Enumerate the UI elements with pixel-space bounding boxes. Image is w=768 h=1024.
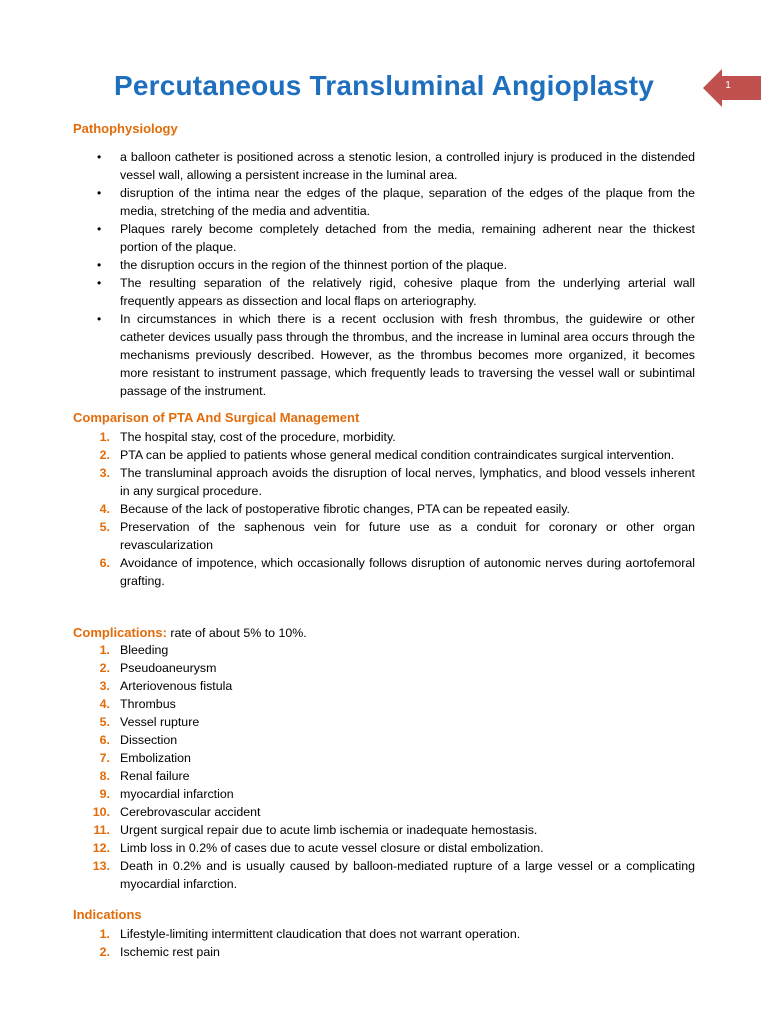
list-item: 13. Death in 0.2% and is usually caused by balloon-mediated rupture of a large vessel or a complicating myocardial infarction. bbox=[92, 859, 695, 891]
list-item: • In circumstances in which there is a recent occlusion with fresh thrombus, the guidewire or other catheter devices usually pass through the thrombus, and the increase in luminal area occurs through the mechanisms previously described. However, as the thrombus becomes more organized, it becomes more resistant to instrument passage, which frequently leads to traversing the vessel wall or subintimal passage of the instrument. bbox=[97, 312, 695, 398]
pathophysiology-heading: Pathophysiology bbox=[73, 121, 178, 136]
list-item: • the disruption occurs in the region of the thinnest portion of the plaque. bbox=[97, 258, 508, 272]
complications-heading: Complications: rate of about 5% to 10%. bbox=[73, 625, 307, 640]
list-item: 9. myocardial infarction bbox=[99, 787, 234, 801]
list-item: 7. Embolization bbox=[99, 751, 191, 765]
list-item: • disruption of the intima near the edges of the plaque, separation of the edges of the plaque from the media, stretching of the media and adventitia. bbox=[97, 186, 695, 218]
list-item: 3. Arteriovenous fistula bbox=[99, 679, 233, 693]
list-item: 2. PTA can be applied to patients whose general medical condition contraindicates surgical intervention. bbox=[99, 448, 675, 462]
bullet-icon: • bbox=[97, 312, 102, 326]
comparison-heading: Comparison of PTA And Surgical Management bbox=[73, 410, 360, 425]
list-item: • Plaques rarely become completely detached from the media, remaining adherent near the thickest portion of the plaque. bbox=[97, 222, 695, 254]
list-item: 1. Lifestyle-limiting intermittent claudication that does not warrant operation. bbox=[99, 927, 521, 941]
list-item: • The resulting separation of the relatively rigid, cohesive plaque from the underlying arterial wall frequently appears as dissection and local flaps on arteriography. bbox=[97, 276, 695, 308]
bullet-icon: • bbox=[97, 186, 102, 200]
list-item: 2. Ischemic rest pain bbox=[99, 945, 220, 959]
list-item: 6. Avoidance of impotence, which occasionally follows disruption of autonomic nerves during aortofemoral grafting. bbox=[99, 556, 695, 588]
pathophysiology-section bbox=[73, 148, 695, 400]
list-item: 12. Limb loss in 0.2% of cases due to acute vessel closure or distal embolization. bbox=[92, 841, 544, 855]
list-item: 1. The hospital stay, cost of the procedure, morbidity. bbox=[99, 430, 396, 444]
page-title: Percutaneous Transluminal Angioplasty bbox=[113, 70, 655, 101]
indications-heading: Indications bbox=[73, 907, 142, 922]
bullet-icon: • bbox=[97, 150, 102, 164]
list-item: 6. Dissection bbox=[99, 733, 178, 747]
indications-list bbox=[73, 925, 695, 961]
bullet-icon: • bbox=[97, 276, 102, 290]
list-item: 2. Pseudoaneurysm bbox=[99, 661, 217, 675]
complications-list bbox=[73, 641, 695, 893]
bullet-icon: • bbox=[97, 222, 102, 236]
list-item: 4. Thrombus bbox=[99, 697, 176, 711]
pathophysiology-list bbox=[73, 148, 695, 400]
complications-section bbox=[73, 641, 695, 893]
list-item: 5. Preservation of the saphenous vein for future use as a conduit for coronary or other organ revascularization bbox=[99, 520, 695, 552]
list-item: 10. Cerebrovascular accident bbox=[92, 805, 261, 819]
indications-section bbox=[73, 925, 695, 961]
list-item: 4. Because of the lack of postoperative fibrotic changes, PTA can be repeated easily. bbox=[99, 502, 570, 516]
bullet-icon: • bbox=[97, 258, 102, 272]
list-item: 5. Vessel rupture bbox=[99, 715, 200, 729]
page-number: 1 bbox=[725, 80, 731, 91]
list-item: • a balloon catheter is positioned across a stenotic lesion, a controlled injury is produced in the distended vessel wall, allowing a persistent increase in the luminal area. bbox=[97, 150, 695, 182]
list-item: 8. Renal failure bbox=[99, 769, 190, 783]
comparison-list bbox=[73, 428, 695, 590]
list-item: 11. Urgent surgical repair due to acute limb ischemia or inadequate hemostasis. bbox=[93, 823, 538, 837]
list-item: 3. The transluminal approach avoids the disruption of local nerves, lymphatics, and blood vessels inherent in any surgical procedure. bbox=[99, 466, 695, 498]
comparison-section bbox=[73, 428, 695, 590]
list-item: 1. Bleeding bbox=[99, 643, 169, 657]
